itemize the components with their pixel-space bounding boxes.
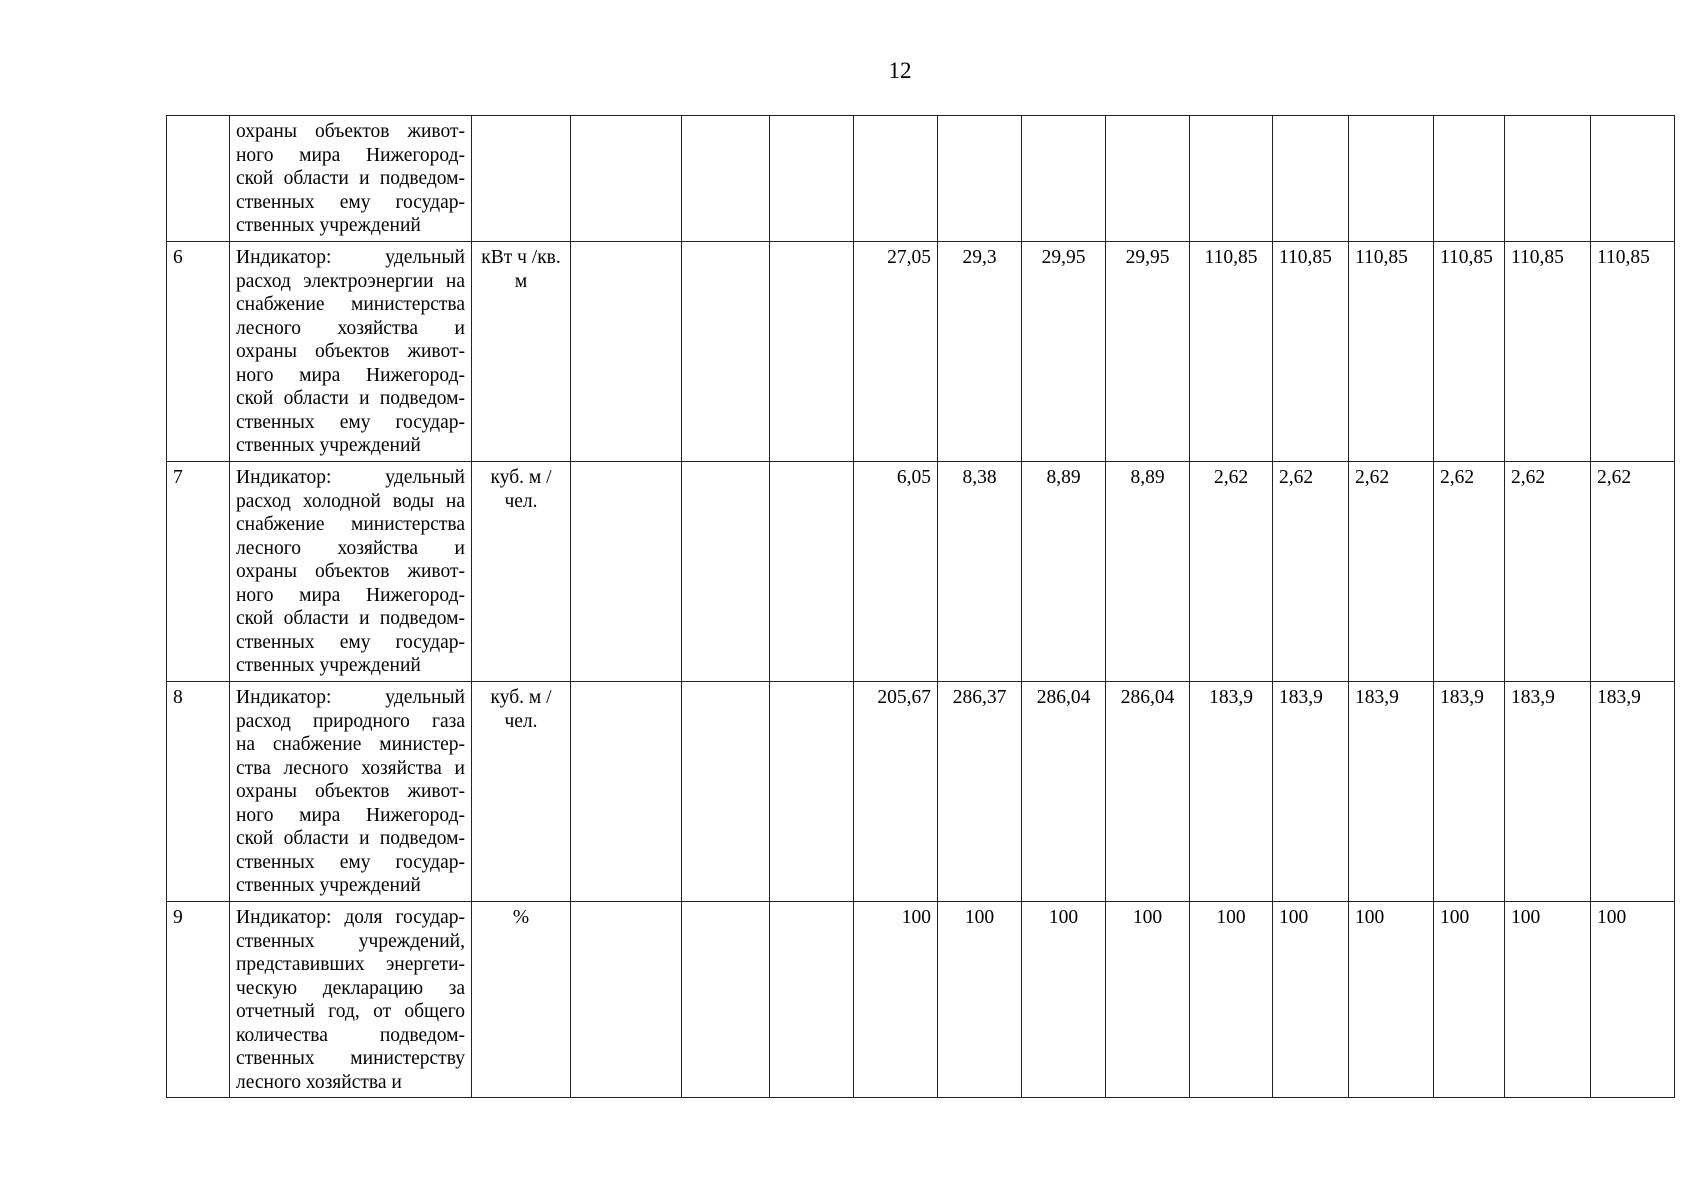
description-line: Индикатор: удельный — [236, 687, 465, 708]
row-number: 9 — [167, 902, 230, 1098]
table-row — [167, 242, 1675, 462]
value-cell — [1591, 116, 1675, 242]
value-cell: 8,89 — [1022, 462, 1106, 682]
description-line: ственных учреждений — [236, 215, 421, 236]
unit-cell: куб. м /чел. — [472, 462, 571, 682]
page-number: 12 — [888, 58, 912, 83]
value-cell: 27,05 — [854, 242, 938, 462]
description-line: ческую декларацию за — [236, 977, 465, 999]
value-cell — [1190, 116, 1273, 242]
description-line: Индикатор: доля государ- — [236, 907, 465, 928]
description-line: Индикатор: удельный — [236, 247, 465, 268]
empty-cell — [682, 902, 770, 1098]
value-cell: 29,95 — [1022, 242, 1106, 462]
value-cell: 8,89 — [1106, 462, 1190, 682]
description-line: ственных ему государ- — [236, 191, 465, 213]
value-cell: 6,05 — [854, 462, 938, 682]
value-cell: 8,38 — [938, 462, 1022, 682]
row-number — [167, 116, 230, 242]
row-number: 7 — [167, 462, 230, 682]
description-line: ственных учреждений — [236, 655, 421, 676]
description-line: расход холодной воды на — [236, 490, 465, 512]
table-row — [167, 116, 1675, 242]
description-line: ственных ему государ- — [236, 411, 465, 433]
value-cell: 100 — [1505, 902, 1591, 1098]
empty-cell — [571, 462, 682, 682]
empty-cell — [770, 682, 854, 902]
description-line: ственных ему государ- — [236, 851, 465, 873]
value-cell: 100 — [938, 902, 1022, 1098]
value-cell: 2,62 — [1505, 462, 1591, 682]
unit-cell: % — [472, 902, 571, 1098]
description-line: ской области и подведом- — [236, 828, 465, 849]
empty-cell — [682, 242, 770, 462]
value-cell: 110,85 — [1434, 242, 1505, 462]
description-line: охраны объектов живот- — [236, 781, 465, 802]
value-cell — [1434, 116, 1505, 242]
empty-cell — [770, 242, 854, 462]
description-line: Индикатор: удельный — [236, 467, 465, 488]
unit-cell: куб. м /чел. — [472, 682, 571, 902]
empty-cell — [571, 902, 682, 1098]
value-cell: 2,62 — [1434, 462, 1505, 682]
description-line: ственных ему государ- — [236, 631, 465, 653]
value-cell: 100 — [1434, 902, 1505, 1098]
value-cell: 183,9 — [1190, 682, 1273, 902]
row-number: 8 — [167, 682, 230, 902]
description-line: охраны объектов живот- — [236, 341, 465, 362]
description-line: расход электроэнергии на — [236, 270, 465, 292]
description-line: ственных министерству — [236, 1048, 465, 1069]
empty-cell — [770, 462, 854, 682]
table-row — [167, 902, 1675, 1098]
value-cell: 183,9 — [1349, 682, 1434, 902]
value-cell — [938, 116, 1022, 242]
description-line: охраны объектов живот- — [236, 121, 465, 142]
description-line: на снабжение министер- — [236, 734, 465, 755]
description-line: ственных учреждений — [236, 875, 421, 896]
description-line: количества подведом- — [236, 1024, 465, 1046]
value-cell: 100 — [1273, 902, 1349, 1098]
empty-cell — [571, 242, 682, 462]
description-line: ской области и подведом- — [236, 608, 465, 629]
value-cell — [1022, 116, 1106, 242]
indicator-description — [230, 462, 472, 682]
unit-cell: кВт ч /кв. м — [472, 242, 571, 462]
value-cell: 29,95 — [1106, 242, 1190, 462]
value-cell — [1505, 116, 1591, 242]
description-line: ного мира Нижегород- — [236, 144, 465, 166]
indicator-description — [230, 116, 472, 242]
indicator-description — [230, 242, 472, 462]
indicator-description — [230, 902, 472, 1098]
empty-cell — [770, 902, 854, 1098]
value-cell: 183,9 — [1273, 682, 1349, 902]
value-cell: 100 — [1591, 902, 1675, 1098]
description-line: лесного хозяйства и — [236, 1071, 402, 1093]
description-line: снабжение министерства — [236, 514, 465, 535]
value-cell: 286,04 — [1022, 682, 1106, 902]
value-cell — [1106, 116, 1190, 242]
value-cell — [854, 116, 938, 242]
description-line: ного мира Нижегород- — [236, 804, 465, 826]
empty-cell — [571, 682, 682, 902]
description-line: расход природного газа — [236, 710, 465, 732]
value-cell: 110,85 — [1591, 242, 1675, 462]
description-line: представивших энергети- — [236, 954, 465, 975]
description-line: ства лесного хозяйства и — [236, 757, 465, 779]
value-cell: 100 — [854, 902, 938, 1098]
description-line: ской области и подведом- — [236, 168, 465, 189]
value-cell: 100 — [1106, 902, 1190, 1098]
empty-cell — [682, 682, 770, 902]
value-cell: 110,85 — [1505, 242, 1591, 462]
description-line: ственных учреждений — [236, 435, 421, 456]
value-cell: 100 — [1190, 902, 1273, 1098]
empty-cell — [571, 116, 682, 242]
empty-cell — [770, 116, 854, 242]
value-cell: 183,9 — [1505, 682, 1591, 902]
indicator-table — [166, 115, 1675, 1098]
value-cell: 183,9 — [1591, 682, 1675, 902]
description-line: снабжение министерства — [236, 294, 465, 315]
empty-cell — [682, 116, 770, 242]
unit-cell — [472, 116, 571, 242]
description-line: лесного хозяйства и — [236, 317, 465, 339]
value-cell: 100 — [1022, 902, 1106, 1098]
value-cell: 110,85 — [1190, 242, 1273, 462]
value-cell: 2,62 — [1349, 462, 1434, 682]
value-cell — [1349, 116, 1434, 242]
table-row — [167, 682, 1675, 902]
value-cell: 110,85 — [1273, 242, 1349, 462]
value-cell: 286,37 — [938, 682, 1022, 902]
value-cell: 2,62 — [1190, 462, 1273, 682]
description-line: ственных учреждений, — [236, 930, 465, 952]
description-line: охраны объектов живот- — [236, 561, 465, 582]
value-cell: 205,67 — [854, 682, 938, 902]
table-row — [167, 462, 1675, 682]
value-cell: 29,3 — [938, 242, 1022, 462]
description-line: лесного хозяйства и — [236, 537, 465, 559]
value-cell: 110,85 — [1349, 242, 1434, 462]
row-number: 6 — [167, 242, 230, 462]
value-cell — [1273, 116, 1349, 242]
description-line: ного мира Нижегород- — [236, 364, 465, 386]
value-cell: 2,62 — [1591, 462, 1675, 682]
indicator-description — [230, 682, 472, 902]
empty-cell — [682, 462, 770, 682]
value-cell: 100 — [1349, 902, 1434, 1098]
value-cell: 183,9 — [1434, 682, 1505, 902]
description-line: ской области и подведом- — [236, 388, 465, 409]
value-cell: 2,62 — [1273, 462, 1349, 682]
description-line: ного мира Нижегород- — [236, 584, 465, 606]
value-cell: 286,04 — [1106, 682, 1190, 902]
description-line: отчетный год, от общего — [236, 1001, 465, 1022]
